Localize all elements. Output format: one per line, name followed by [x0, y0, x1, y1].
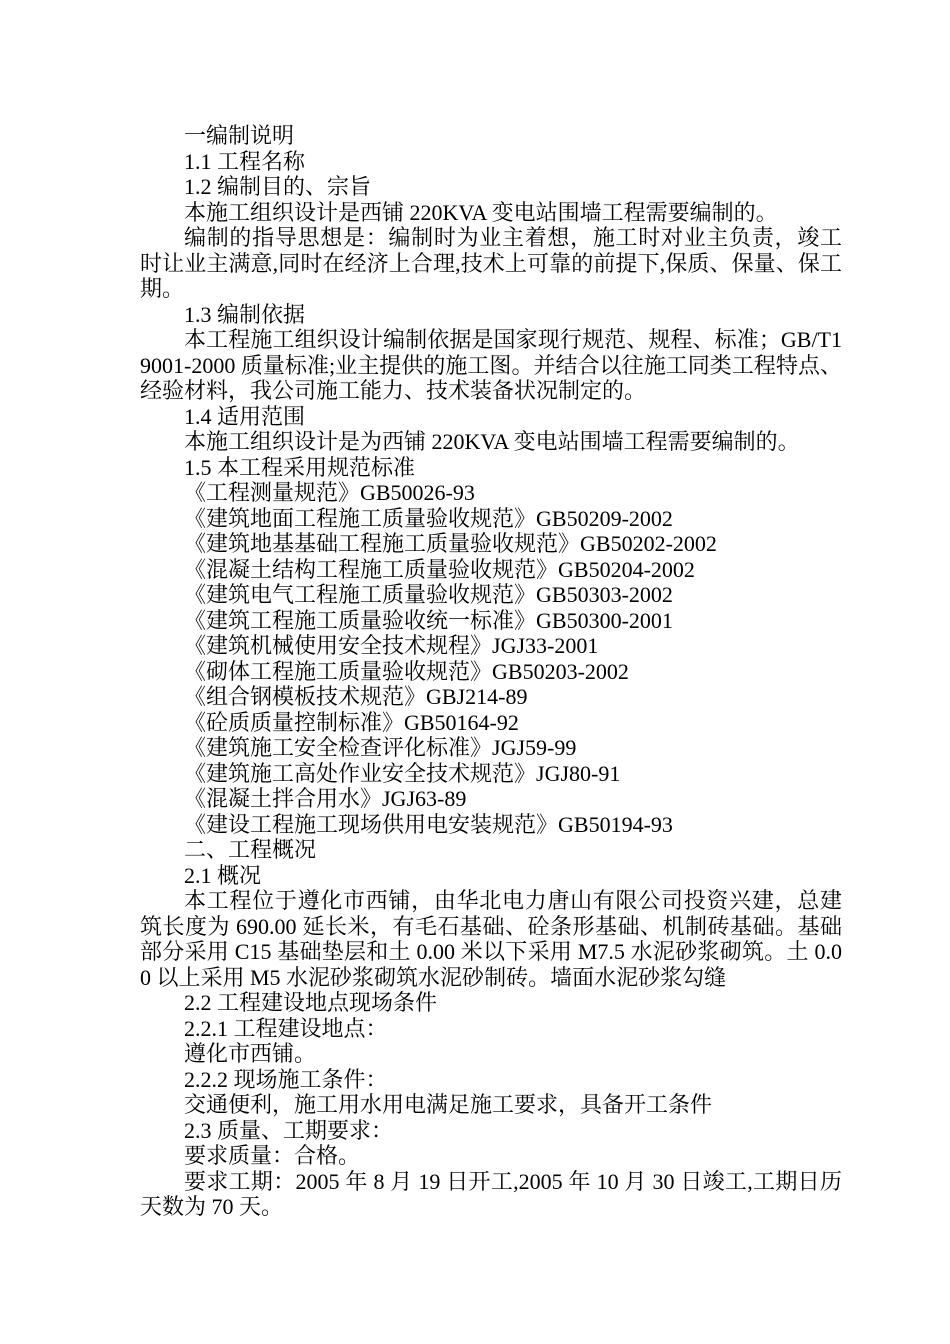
paragraph: 交通便利，施工用水用电满足施工要求，具备开工条件: [184, 1092, 713, 1117]
paragraph: 本工程位于遵化市西铺，由华北电力唐山有限公司投资兴建，总建筑长度为 690.00 延长米，有毛石基础、砼条形基础、机制砖基础。基础部分采用 C15 基础垫层和土 0.00 米以下采用 M7.5 水泥砂浆砌筑。土 0.00 以上采用 M5 水泥砂浆砌筑水泥砂制砖。墙面水泥砂浆勾缝: [140, 888, 842, 990]
paragraph: 《砌体工程施工质量验收规范》GB50203-2002: [184, 658, 629, 684]
paragraph: 2.2.1 工程建设地点：: [184, 1015, 388, 1041]
paragraph: 《建筑地面工程施工质量验收规范》GB50209-2002: [184, 505, 673, 531]
paragraph: 本施工组织设计是为西铺 220KVA 变电站围墙工程需要编制的。: [184, 429, 800, 454]
paragraph: 1.1 工程名称: [184, 148, 306, 174]
paragraph: 《建筑施工高处作业安全技术规范》JGJ80-91: [184, 760, 621, 786]
paragraph: 《组合钢模板技术规范》GBJ214-89: [184, 684, 528, 709]
paragraph: 2.3 质量、工期要求：: [184, 1117, 394, 1143]
paragraph: 《砼质质量控制标准》GB50164-92: [184, 709, 519, 735]
paragraph: 《建设工程施工现场供用电安装规范》GB50194-93: [184, 811, 673, 837]
paragraph: 《混凝土拌合用水》JGJ63-89: [184, 786, 467, 811]
paragraph: 要求质量：合格。: [184, 1143, 361, 1168]
paragraph: 1.3 编制依据: [184, 301, 306, 327]
paragraph: 一编制说明: [184, 123, 295, 148]
paragraph: 二、工程概况: [184, 837, 317, 862]
paragraph: 《工程测量规范》GB50026-93: [184, 480, 475, 505]
paragraph: 编制的指导思想是：编制时为业主着想，施工时对业主负责，竣工时让业主满意,同时在经济上合理,技术上可靠的前提下,保质、保量、保工期。: [140, 225, 842, 301]
paragraph: 本工程施工组织设计编制依据是国家现行规范、规程、标准；GB/T19001-2000 质量标准;业主提供的施工图。并结合以往施工同类工程特点、经验材料，我公司施工能力、技术装备状况制定的。: [140, 327, 842, 403]
paragraph: 1.5 本工程采用规范标准: [184, 454, 416, 480]
paragraph: 要求工期：2005 年 8 月 19 日开工,2005 年 10 月 30 日竣工,工期日历天数为 70 天。: [140, 1168, 842, 1219]
paragraph: 1.4 适用范围: [184, 403, 306, 429]
paragraph: 本施工组织设计是西铺 220KVA 变电站围墙工程需要编制的。: [184, 199, 778, 225]
paragraph: 2.1 概况: [184, 862, 262, 888]
paragraph: 《建筑地基基础工程施工质量验收规范》GB50202-2002: [184, 531, 717, 556]
paragraph: 《建筑电气工程施工质量验收规范》GB50303-2002: [184, 582, 673, 607]
paragraph: 《建筑机械使用安全技术规程》JGJ33-2001: [184, 633, 599, 658]
paragraph: 《建筑工程施工质量验收统一标准》GB50300-2001: [184, 607, 673, 633]
paragraph: 《混凝土结构工程施工质量验收规范》GB50204-2002: [184, 556, 695, 582]
paragraph: 2.2 工程建设地点现场条件: [184, 990, 438, 1015]
paragraph: 1.2 编制目的、宗旨: [184, 174, 372, 199]
paragraph: 2.2.2 现场施工条件：: [184, 1066, 388, 1092]
paragraph: 遵化市西铺。: [184, 1041, 317, 1066]
paragraph: 《建筑施工安全检查评化标准》JGJ59-99: [184, 735, 577, 760]
